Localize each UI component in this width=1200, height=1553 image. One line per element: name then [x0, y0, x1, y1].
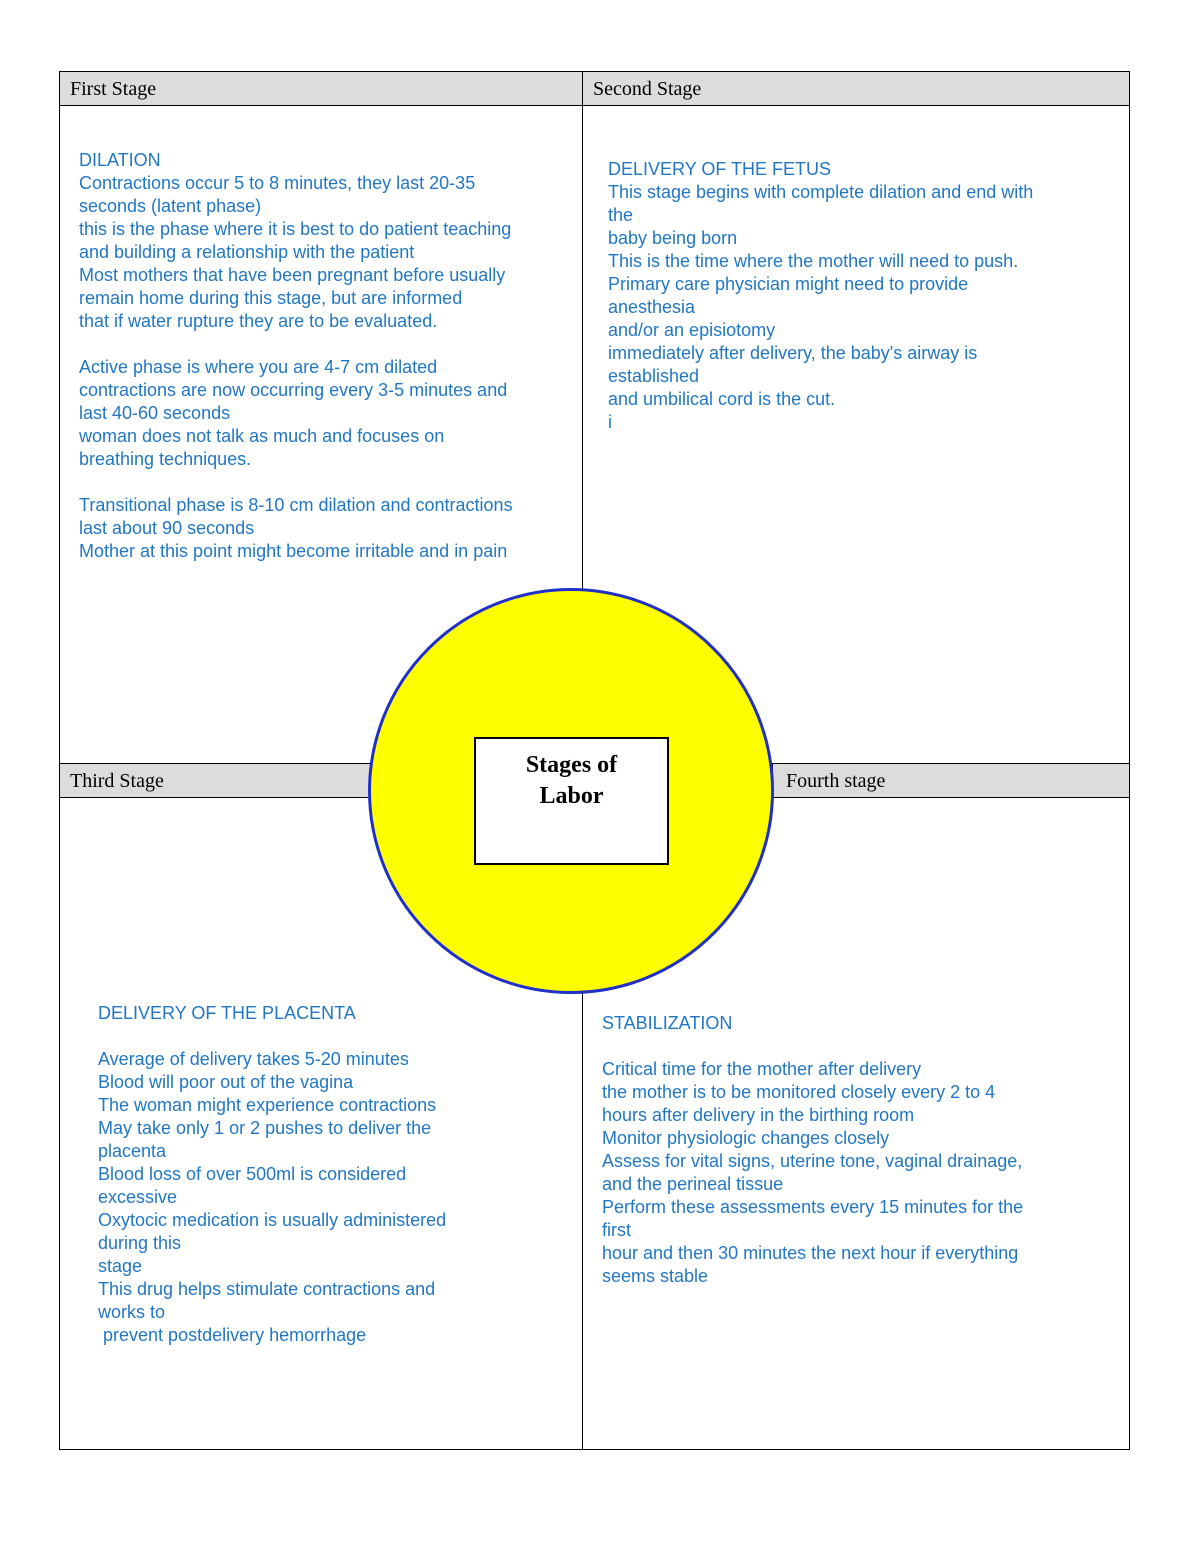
second-stage-header: Second Stage [582, 71, 1130, 106]
center-title-box: Stages of Labor [474, 737, 669, 865]
third-stage-content: DELIVERY OF THE PLACENTA Average of delivery takes 5-20 minutes Blood will poor out of the vagina The woman might experience contractions May take only 1 or 2 pushes to deliver the placenta Blood loss of over 500ml is considered excessive Oxytocic medication is usually administered during this stage This drug helps stimulate contractions and works to prevent postdelivery hemorrhage [98, 1003, 447, 1345]
third-stage-header: Third Stage [59, 763, 583, 798]
fourth-stage-content: STABILIZATION Critical time for the mother after delivery the mother is to be monitored closely every 2 to 4 hours after delivery in the birthing room Monitor physiologic changes closely Assess for vital signs, uterine tone, vaginal drainage, and the perineal tissue Perform these assessments every 15 minutes for the first hour and then 30 minutes the next hour if everything seems stable [602, 1013, 1024, 1286]
first-stage-header: First Stage [59, 71, 583, 106]
fourth-stage-header: Fourth stage [772, 763, 1130, 798]
first-stage-content: DILATION Contractions occur 5 to 8 minutes, they last 20-35 seconds (latent phase) this is the phase where it is best to do patient teaching and building a relationship with the patient Most mothers that have been pregnant before usually remain home during this stage, but are informed that if water rupture they are to be evaluated. Active phase is where you are 4-7 cm dilated contractions are now occurring every 3-5 minutes and last 40-60 seconds woman does not talk as much and focuses on breathing techniques. Transitional phase is 8-10 cm dilation and contractions last about 90 seconds Mother at this point might become irritable and in pain [79, 150, 513, 561]
second-stage-content: DELIVERY OF THE FETUS This stage begins with complete dilation and end with the baby being born This is the time where the mother will need to push. Primary care physician might need to provide anesthesia and/or an episiotomy immediately after delivery, the baby's airway is established and umbilical cord is the cut. i [608, 159, 1034, 432]
